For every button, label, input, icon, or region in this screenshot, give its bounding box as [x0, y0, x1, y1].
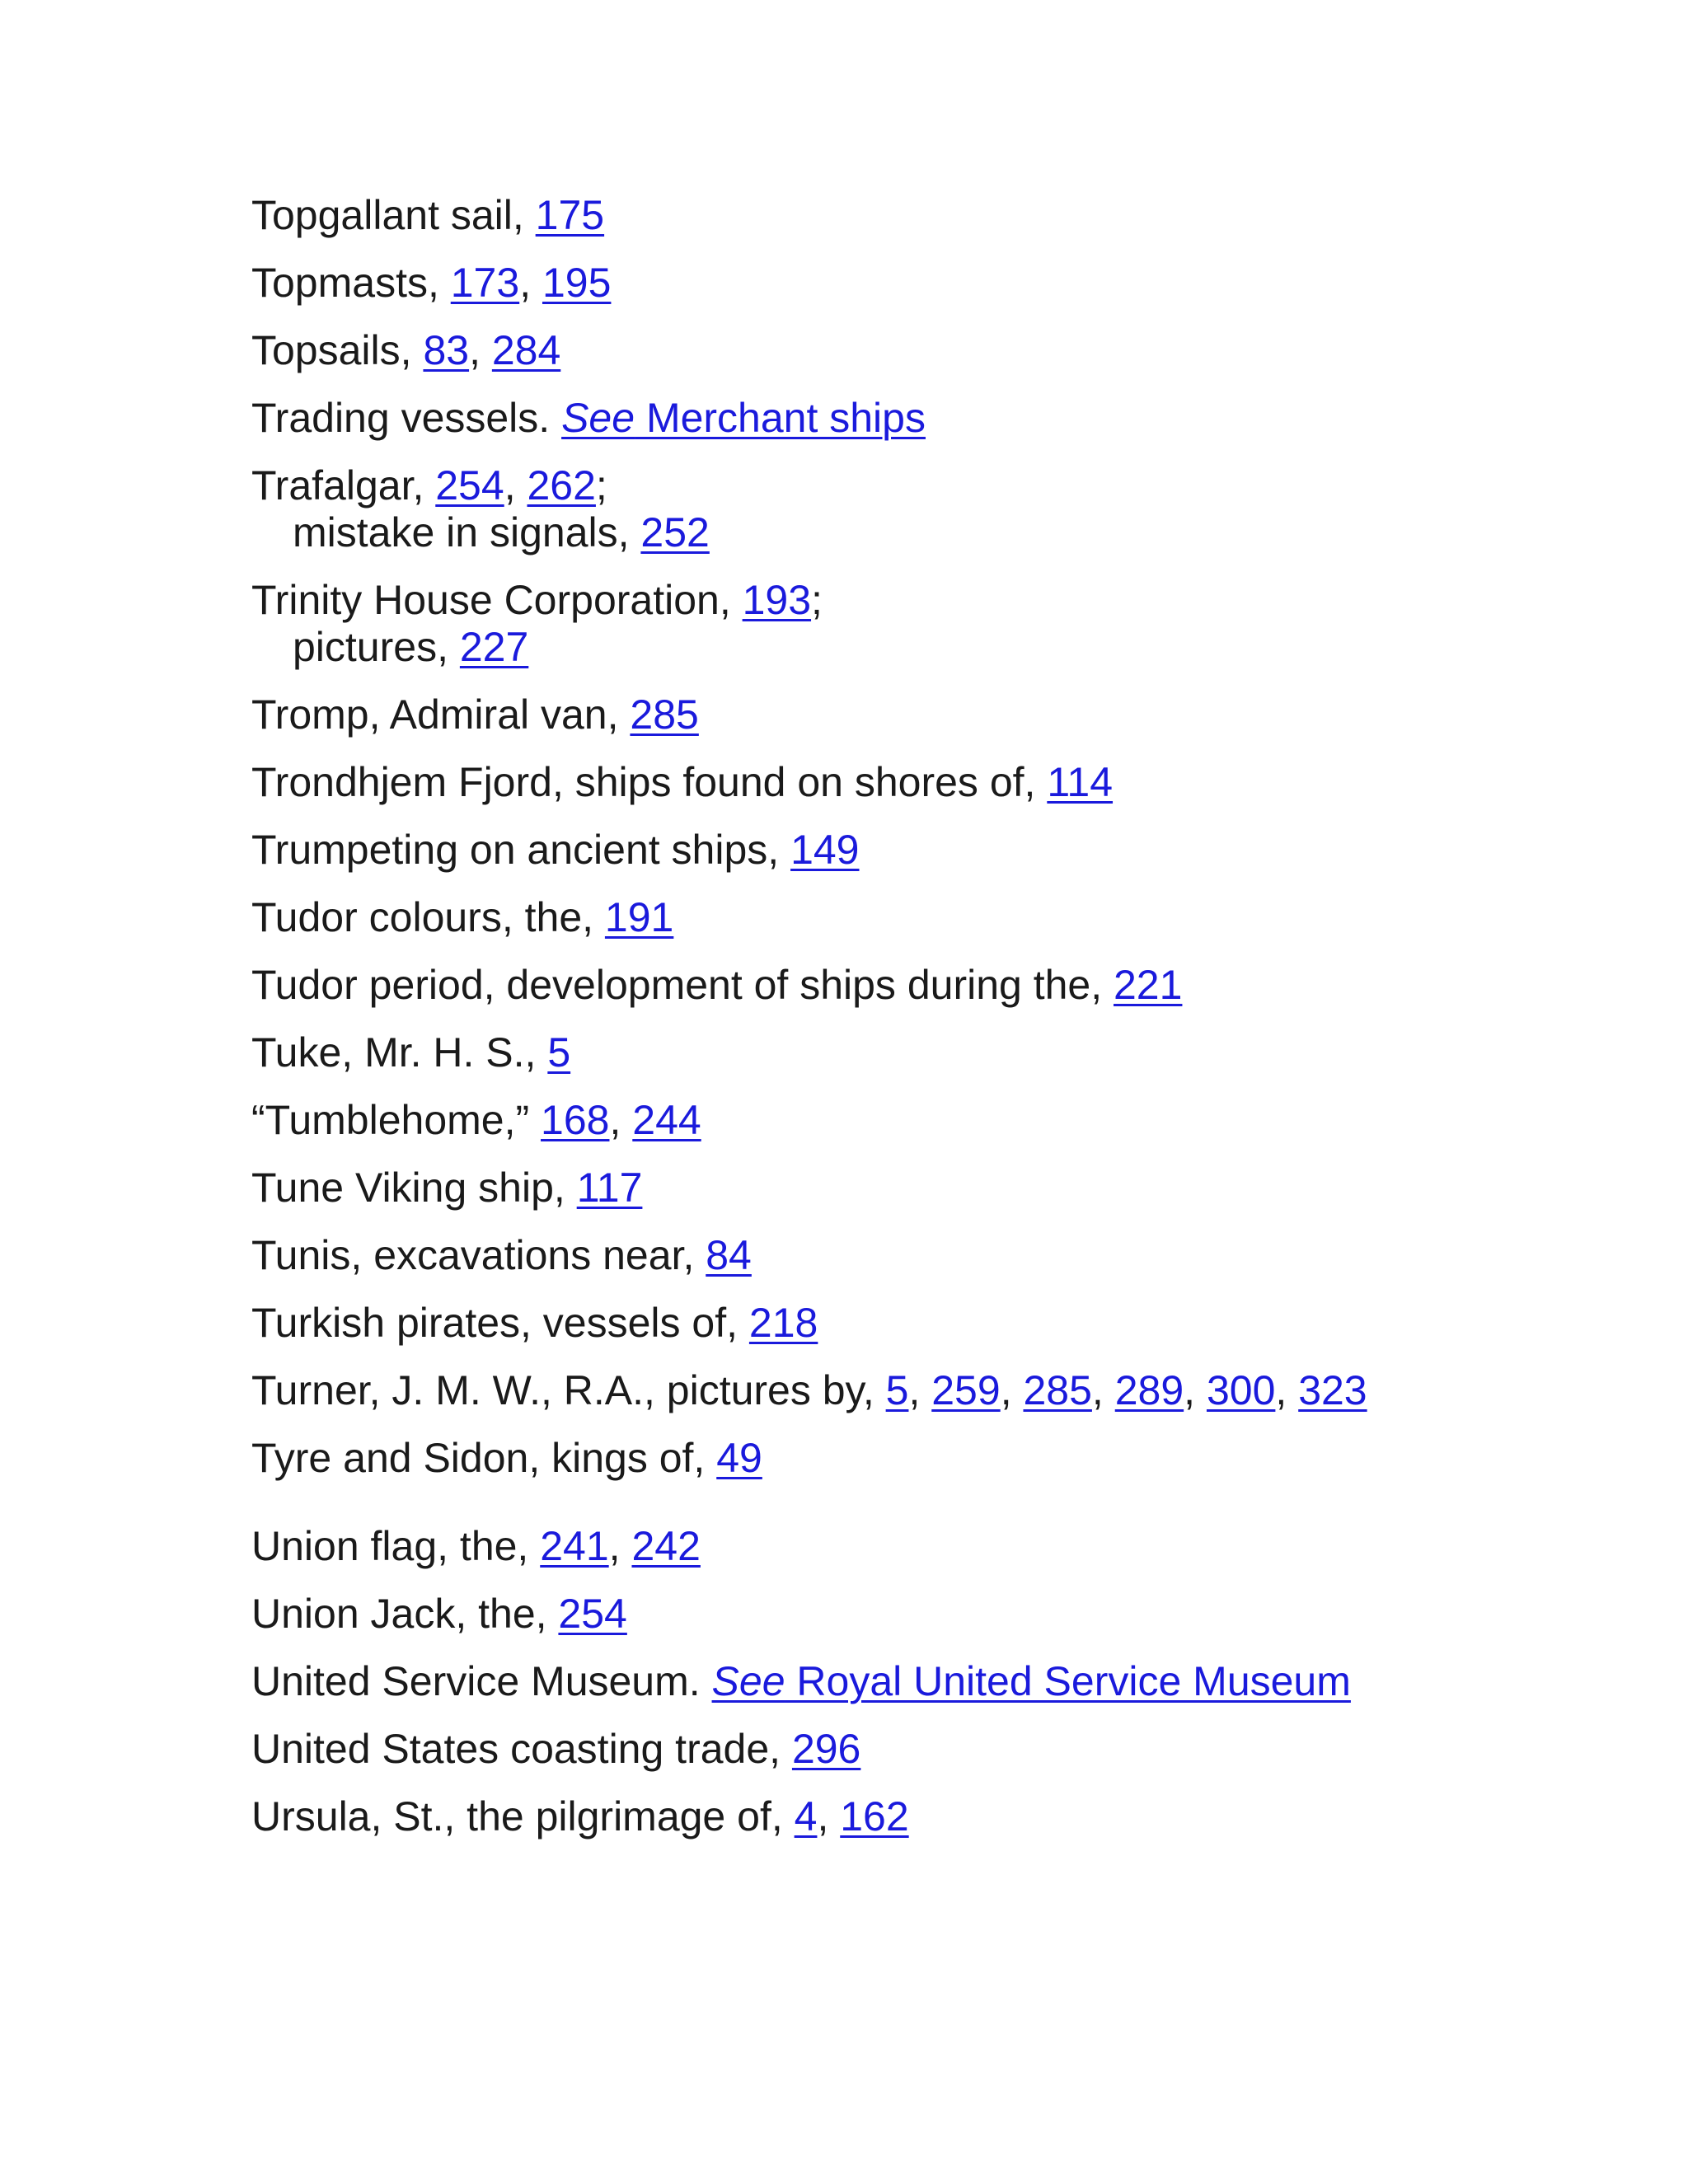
page-number-link[interactable]: 254: [558, 1591, 627, 1637]
entry-text: Turkish pirates, vessels of,: [251, 1300, 749, 1346]
index-entry: [251, 1300, 1653, 1347]
index-entry-line: [251, 1591, 1653, 1638]
index-page: [251, 192, 1653, 1861]
index-entry-line: [251, 1232, 1653, 1279]
index-entry-line: [251, 192, 1653, 239]
entry-text: ,: [908, 1367, 932, 1413]
page-number-link[interactable]: 252: [640, 509, 710, 555]
page-number-link[interactable]: 296: [791, 1726, 861, 1772]
entry-text: Trafalgar,: [251, 462, 436, 509]
page-number-link[interactable]: 117: [576, 1165, 643, 1211]
page-number-link[interactable]: 5: [547, 1029, 571, 1076]
page-number-link[interactable]: 162: [840, 1793, 909, 1840]
entry-text: Tune Viking ship,: [251, 1165, 577, 1211]
page-number-link[interactable]: 241: [540, 1523, 609, 1569]
index-entry: [251, 1097, 1653, 1144]
index-entry: [251, 759, 1653, 806]
page-number-link[interactable]: 300: [1206, 1367, 1276, 1413]
page-number-link[interactable]: 5: [885, 1367, 909, 1413]
entry-text: ,: [519, 260, 542, 306]
index-entry: [251, 1658, 1653, 1705]
entry-text: ,: [1000, 1367, 1024, 1413]
index-entry-line: [251, 462, 1653, 509]
page-number-link[interactable]: 173: [450, 260, 520, 306]
see-label: See: [711, 1658, 785, 1704]
page-number-link[interactable]: 221: [1114, 962, 1183, 1008]
entry-text: Tudor period, development of ships during the,: [251, 962, 1114, 1008]
entry-text: Trondhjem Fjord, ships found on shores of,: [251, 759, 1048, 805]
page-number-link[interactable]: 84: [706, 1232, 752, 1278]
index-entry-line: [251, 395, 1653, 442]
index-section: [251, 192, 1653, 1482]
entry-text: ;: [811, 577, 823, 623]
page-number-link[interactable]: 242: [631, 1523, 701, 1569]
entry-text: ;: [595, 462, 607, 509]
index-entry: [251, 1367, 1653, 1414]
page-number-link[interactable]: 259: [931, 1367, 1001, 1413]
entry-text: Tunis, excavations near,: [251, 1232, 706, 1278]
entry-text: United States coasting trade,: [251, 1726, 792, 1772]
index-entry: [251, 1232, 1653, 1279]
entry-text: ,: [608, 1523, 632, 1569]
entry-text: Trumpeting on ancient ships,: [251, 827, 791, 873]
index-entry-line: [251, 1793, 1653, 1840]
entry-text: “Tumblehome,”: [251, 1097, 542, 1143]
page-number-link[interactable]: 175: [535, 192, 605, 238]
cross-reference-link[interactable]: [561, 395, 926, 441]
index-entry: [251, 462, 1653, 556]
index-entry-line: [251, 962, 1653, 1009]
page-number-link[interactable]: 191: [604, 894, 674, 940]
index-entry: [251, 962, 1653, 1009]
entry-text: ,: [1091, 1367, 1115, 1413]
index-entry: [251, 894, 1653, 941]
page-number-link[interactable]: 149: [790, 827, 860, 873]
entry-text: Tyre and Sidon, kings of,: [251, 1435, 717, 1481]
page-number-link[interactable]: 227: [459, 624, 529, 670]
see-label: See: [561, 395, 635, 441]
page-number-link[interactable]: 323: [1298, 1367, 1367, 1413]
entry-text: Topgallant sail,: [251, 192, 536, 238]
page-number-link[interactable]: 284: [491, 327, 561, 373]
index-entry-line: [251, 327, 1653, 374]
cross-reference-target: Merchant ships: [635, 395, 926, 441]
page-number-link[interactable]: 289: [1114, 1367, 1184, 1413]
index-entry-line: [251, 1097, 1653, 1144]
entry-text: United Service Museum.: [251, 1658, 712, 1704]
entry-text: ,: [609, 1097, 633, 1143]
entry-text: Union flag, the,: [251, 1523, 541, 1569]
entry-text: ,: [469, 327, 492, 373]
index-entry-line: [251, 577, 1653, 624]
index-entry: [251, 192, 1653, 239]
page-number-link[interactable]: 114: [1047, 759, 1114, 805]
index-section: [251, 1523, 1653, 1840]
index-entry: [251, 1029, 1653, 1076]
index-entry: [251, 827, 1653, 874]
index-entry: [251, 327, 1653, 374]
entry-text: ,: [504, 462, 528, 509]
index-entry: [251, 1435, 1653, 1482]
index-entry: [251, 1165, 1653, 1212]
page-number-link[interactable]: 4: [794, 1793, 818, 1840]
page-number-link[interactable]: 254: [435, 462, 504, 509]
index-entry: [251, 1726, 1653, 1773]
page-number-link[interactable]: 285: [1023, 1367, 1092, 1413]
page-number-link[interactable]: 168: [541, 1097, 610, 1143]
index-entry-line: [251, 1523, 1653, 1570]
entry-text: Tudor colours, the,: [251, 894, 605, 940]
entry-text: mistake in signals,: [293, 509, 641, 555]
index-entry: [251, 577, 1653, 671]
index-entry-line: [251, 827, 1653, 874]
page-number-link[interactable]: 218: [748, 1300, 818, 1346]
index-entry-line: [251, 1029, 1653, 1076]
index-subentry: [251, 624, 1653, 671]
page-number-link[interactable]: 49: [716, 1435, 762, 1481]
entry-text: Tromp, Admiral van,: [251, 691, 631, 738]
entry-text: Union Jack, the,: [251, 1591, 559, 1637]
index-entry: [251, 260, 1653, 307]
entry-text: Turner, J. M. W., R.A., pictures by,: [251, 1367, 886, 1413]
index-entry: [251, 1793, 1653, 1840]
page-number-link[interactable]: 262: [527, 462, 596, 509]
entry-text: Trinity House Corporation,: [251, 577, 743, 623]
index-entry-line: [251, 1658, 1653, 1705]
index-entry: [251, 691, 1653, 738]
index-entry-line: [251, 1165, 1653, 1212]
page-number-link[interactable]: 195: [542, 260, 612, 306]
cross-reference-link[interactable]: [712, 1658, 1351, 1704]
index-entry-line: [251, 1300, 1653, 1347]
page-number-link[interactable]: 244: [632, 1097, 701, 1143]
index-entry: [251, 1523, 1653, 1570]
page-number-link[interactable]: 83: [423, 327, 470, 373]
index-entry-line: [251, 260, 1653, 307]
index-entry-line: [251, 691, 1653, 738]
entry-text: Topmasts,: [251, 260, 451, 306]
cross-reference-target: Royal United Service Museum: [785, 1658, 1351, 1704]
index-entry: [251, 1591, 1653, 1638]
index-entry: [251, 395, 1653, 442]
entry-text: Topsails,: [251, 327, 424, 373]
entry-text: ,: [1275, 1367, 1299, 1413]
index-subentry: [251, 509, 1653, 556]
entry-text: ,: [1184, 1367, 1207, 1413]
index-entry-line: [251, 1367, 1653, 1414]
index-entry-line: [251, 1435, 1653, 1482]
index-entry-line: [251, 759, 1653, 806]
entry-text: Tuke, Mr. H. S.,: [251, 1029, 548, 1076]
page-number-link[interactable]: 285: [630, 691, 699, 738]
entry-text: Ursula, St., the pilgrimage of,: [251, 1793, 795, 1840]
index-entry-line: [251, 894, 1653, 941]
entry-text: ,: [817, 1793, 841, 1840]
page-number-link[interactable]: 193: [742, 577, 812, 623]
entry-text: Trading vessels.: [251, 395, 562, 441]
index-entry-line: [251, 1726, 1653, 1773]
entry-text: pictures,: [293, 624, 460, 670]
